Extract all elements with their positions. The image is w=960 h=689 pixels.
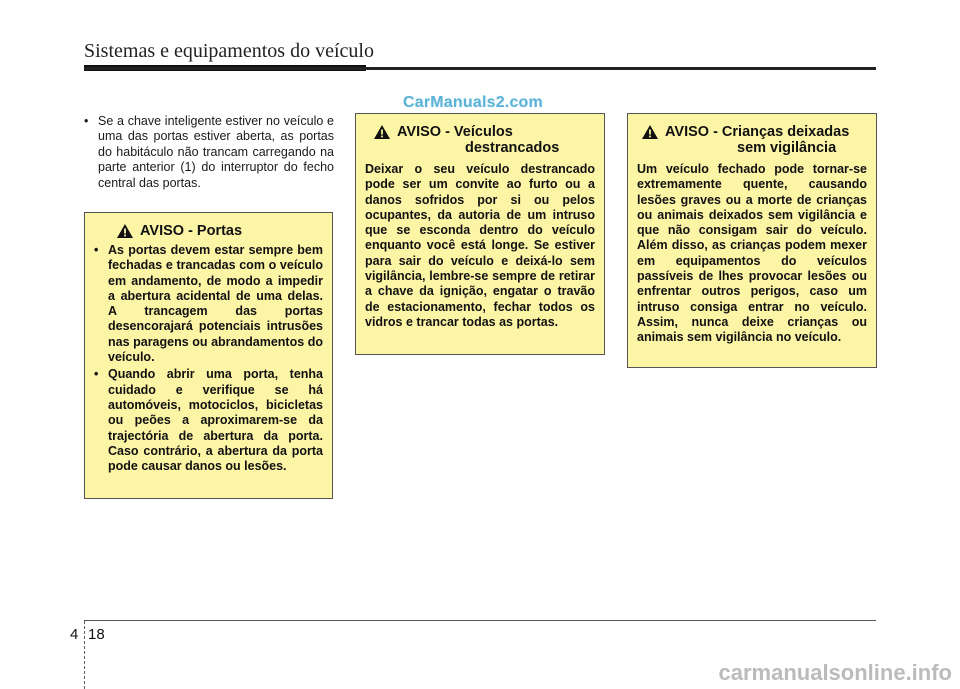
- warning-title-children: [641, 124, 867, 156]
- warning-body-doors: [94, 243, 323, 474]
- warning-title-subject: - Crianças deixadas: [709, 124, 850, 140]
- watermark-top: CarManuals2.com: [403, 94, 543, 111]
- warning-item-text: Quando abrir uma porta, tenha cuidado e verifique se há automóveis, motociclos, bicicletas ou peões a aproximarem-se da trajectória de abertura da porta. Caso contrário, a abertura da porta pode causar danos ou lesões.: [108, 367, 323, 474]
- footer-rule: [84, 620, 876, 621]
- warning-title-label: AVISO: [397, 124, 442, 140]
- warning-title-unlocked: [373, 124, 595, 156]
- page-header-title: Sistemas e equipamentos do veículo: [84, 40, 374, 62]
- chapter-number: 4: [70, 626, 79, 643]
- warning-item-text: As portas devem estar sempre bem fechadas e trancadas com o veículo em andamento, de modo a impedir a abertura acidental de uma delas. A trancagem das portas desencorajará potenciais intrusões nas paragens ou abrandamentos do veículo.: [108, 243, 323, 365]
- warning-title-doors: [116, 223, 323, 239]
- bullet-dot: •: [94, 367, 99, 382]
- warning-title-row: [373, 124, 595, 140]
- header-rule: [84, 67, 876, 70]
- bullet-dot: •: [94, 243, 99, 257]
- warning-title-line2: sem vigilância: [737, 140, 837, 156]
- intro-text: Se a chave inteligente estiver no veículo e uma das portas estiver aberta, as portas do habitáculo não trancam carregando na parte anterior (1) do interruptor do fecho central das portas.: [98, 114, 334, 190]
- intro-paragraph: [84, 114, 334, 191]
- page-number: 18: [88, 626, 105, 643]
- warning-title-row: [641, 124, 867, 140]
- warning-title-label: AVISO: [665, 124, 710, 140]
- warning-triangle-icon: [373, 124, 391, 140]
- bullet-dot: •: [84, 114, 89, 128]
- warning-triangle-icon: [116, 223, 134, 239]
- warning-box-doors: [84, 212, 333, 499]
- warning-box-children: [627, 113, 877, 368]
- warning-box-unlocked: [355, 113, 605, 355]
- warning-title-subject: - Portas: [184, 223, 243, 239]
- footer-divider: [84, 621, 85, 689]
- warning-body-unlocked: Deixar o seu veículo destrancado pode ser um convite ao furto ou a danos sofridos por si ou pelos ocupantes, da autoria de um intruso que se esconda dentro do veículo enquanto você está longe. Se estiver para sair do veículo e deixá-lo sem vigilância, lembre-se sempre de retirar a chave da ignição, engatar o travão de estacionamento, fechar todos os vidros e trancar todas as portas.: [365, 162, 595, 329]
- watermark-bottom: carmanualsonline.info: [718, 660, 952, 685]
- warning-title-line2: destrancados: [465, 140, 560, 156]
- warning-body-children: Um veículo fechado pode tornar-se extremamente quente, causando lesões graves ou a morte de crianças ou animais deixados sem vigilância e que não consigam sair do veículo. Além disso, as crianças podem mexer em equipamentos do veículos passíveis de lhes provocar lesões ou enfrentar outros perigos, caso um intruso consiga entrar no veículo. Assim, nunca deixe crianças ou animais sem vigilância no veículo.: [637, 162, 867, 345]
- list-item: [94, 243, 323, 365]
- warning-title-label: AVISO: [140, 223, 185, 239]
- warning-title-subject: - Veículos: [441, 124, 513, 140]
- warning-triangle-icon: [641, 124, 659, 140]
- list-item: [94, 367, 323, 474]
